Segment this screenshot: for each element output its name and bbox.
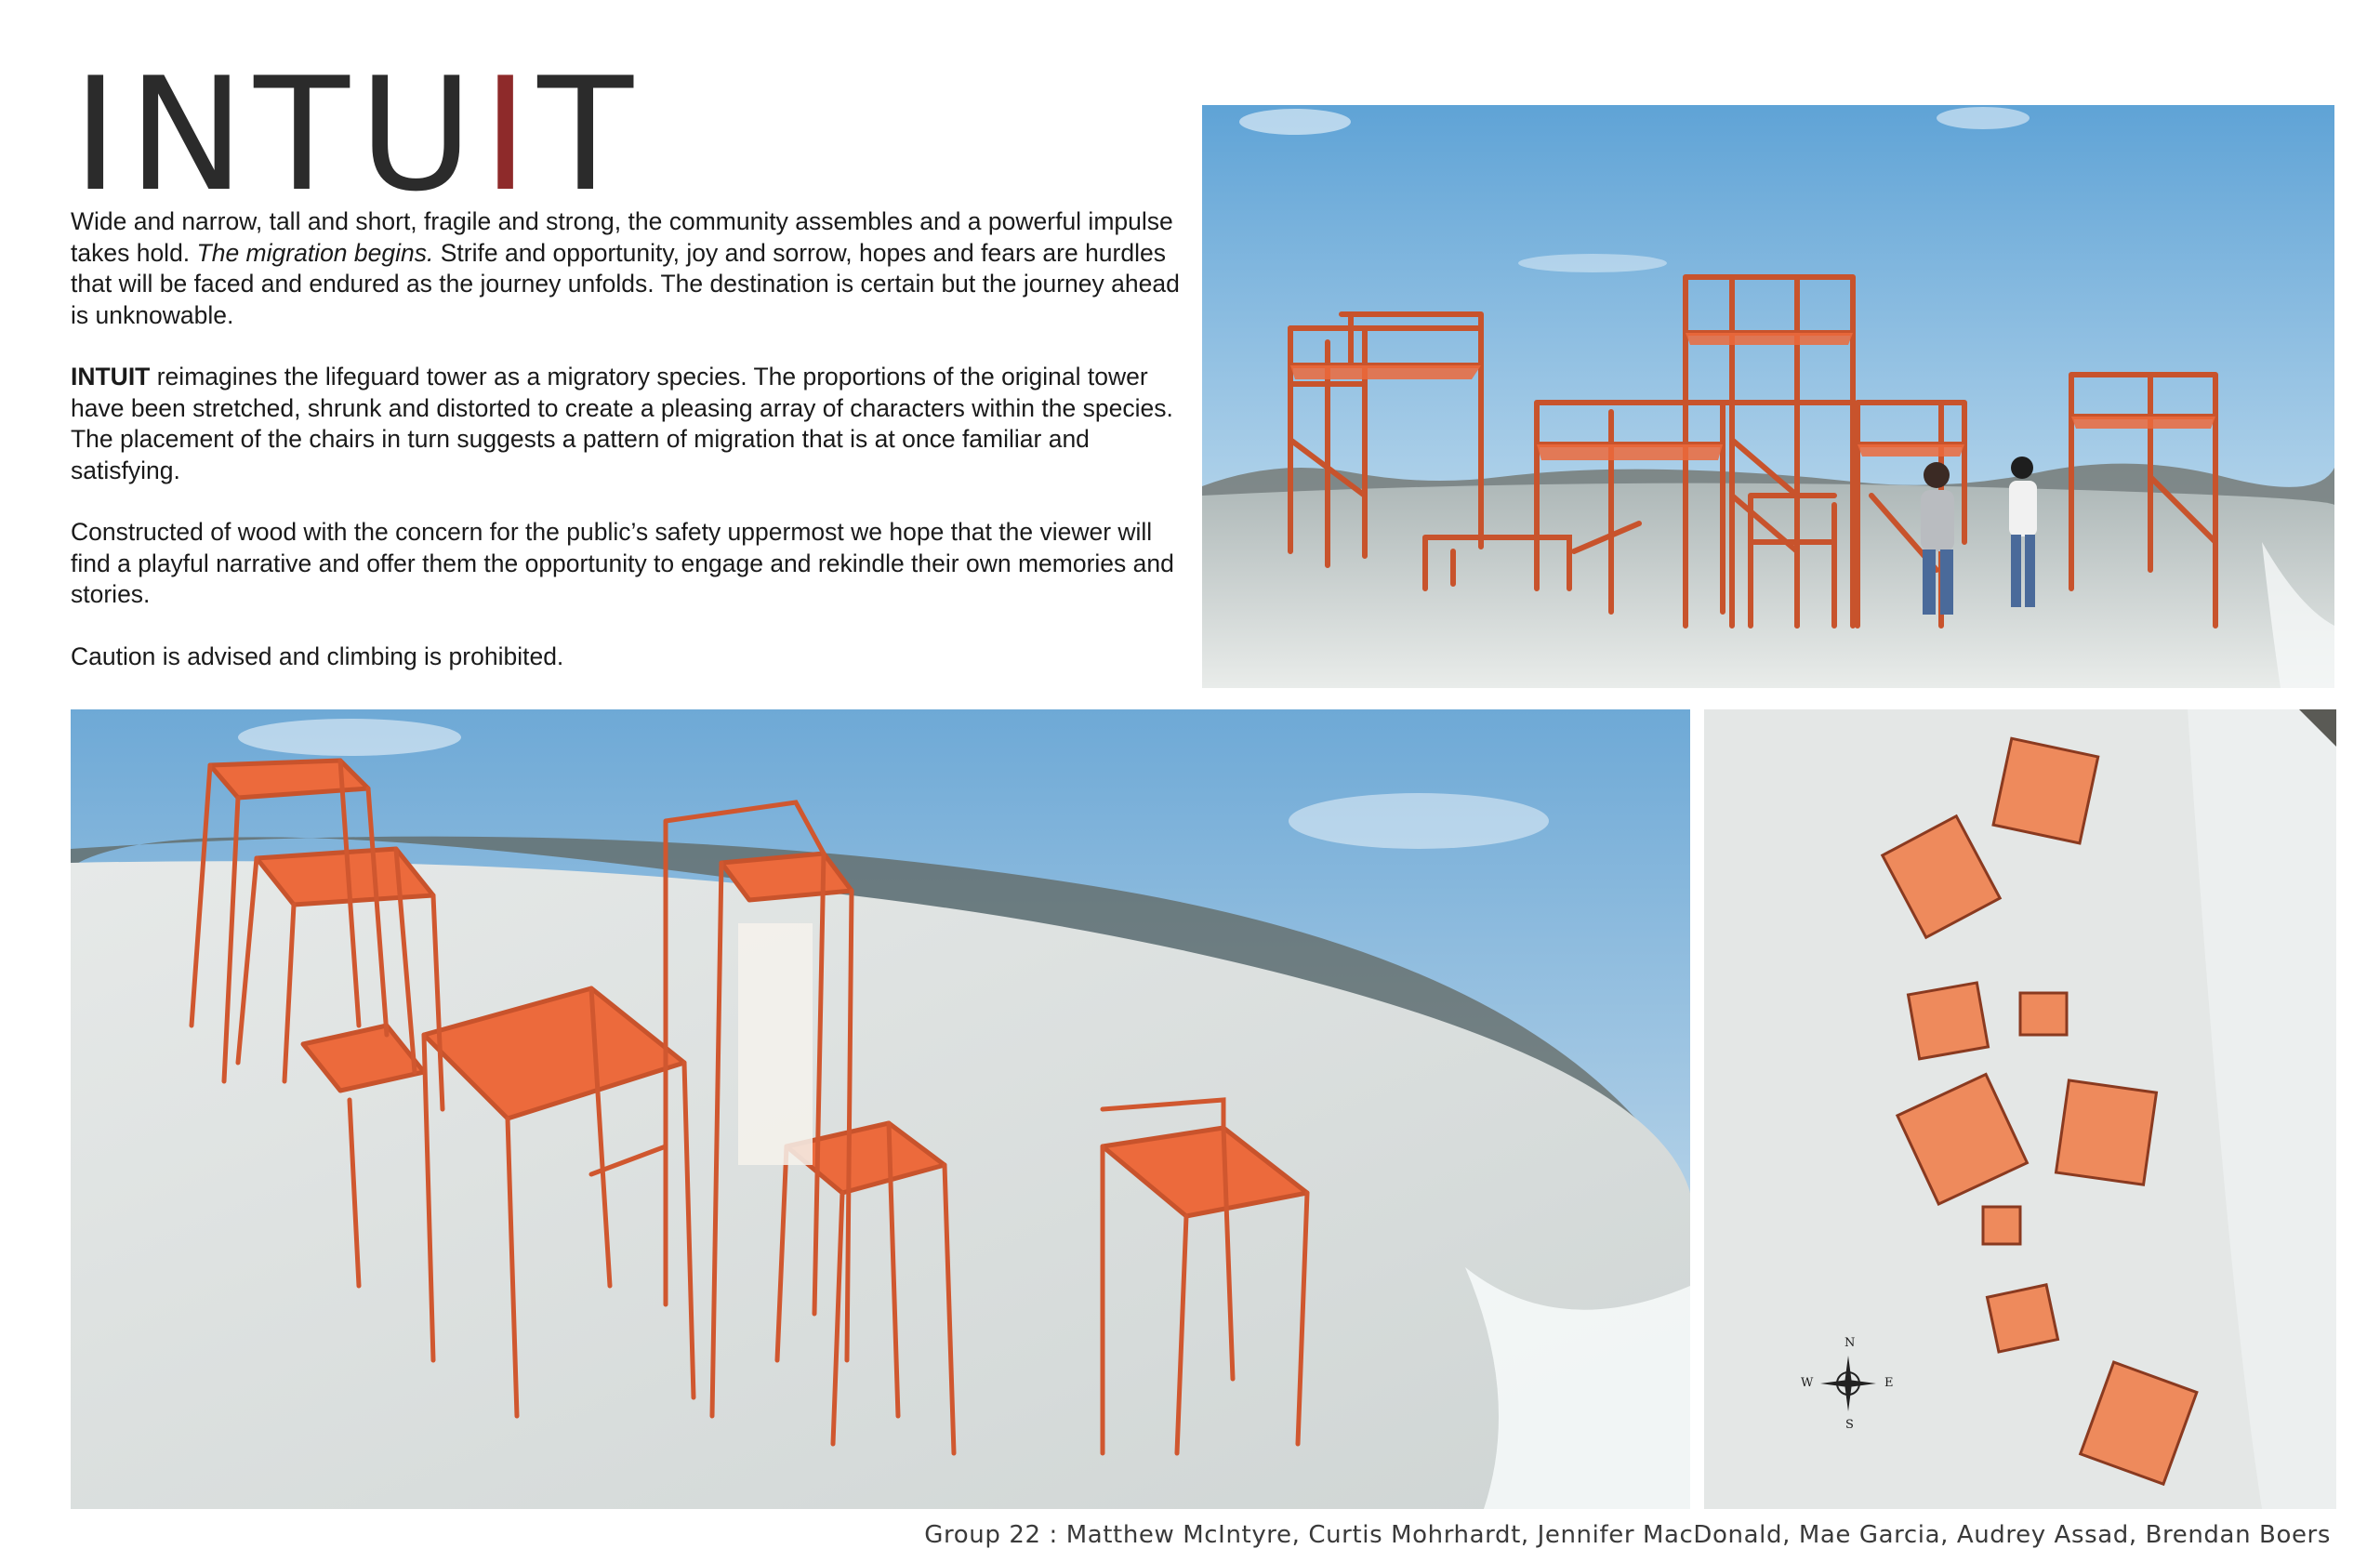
compass-west: W: [1801, 1376, 1814, 1390]
elevation-rendering: [1202, 105, 2334, 688]
paragraph-caution: Caution is advised and climbing is prohibited.: [71, 642, 564, 670]
site-plan: [1704, 709, 2336, 1509]
compass-rose: [1801, 1336, 1894, 1432]
paragraph-intro: Wide and narrow, tall and short, fragile and strong, the community assembles and a powerful impulse takes hold. The migration begins. Strife and opportunity, joy and sorrow, hopes and fears are hurdles that will be faced and endured as the journey unfolds. The destination is certain but the journey ahead is unknowable.: [71, 207, 1180, 329]
paragraph-concept: INTUIT reimagines the lifeguard tower as a migratory species. The proportions of the original tower have been stretched, shrunk and distorted to create a pleasing array of characters within the species. The placement of the chairs in turn suggests a pattern of migration that is at once familiar and satisfying.: [71, 363, 1173, 484]
compass-east: E: [1884, 1376, 1894, 1390]
perspective-rendering: [71, 709, 1690, 1509]
credits: Group 22 : Matthew McIntyre, Curtis Mohrhardt, Jennifer MacDonald, Mae Garcia, Audrey Assad, Brendan Boers: [924, 1521, 2331, 1549]
title-accent-letter: I: [482, 44, 538, 226]
compass-south: S: [1845, 1418, 1854, 1432]
paragraph-construction: Constructed of wood with the concern for the public’s safety uppermost we hope that the viewer will find a playful narrative and offer them the opportunity to engage and rekindle their own memories and stories.: [71, 518, 1174, 608]
compass-north: N: [1844, 1336, 1856, 1350]
description: [71, 206, 1196, 703]
page-title: INTUIT: [73, 44, 642, 226]
